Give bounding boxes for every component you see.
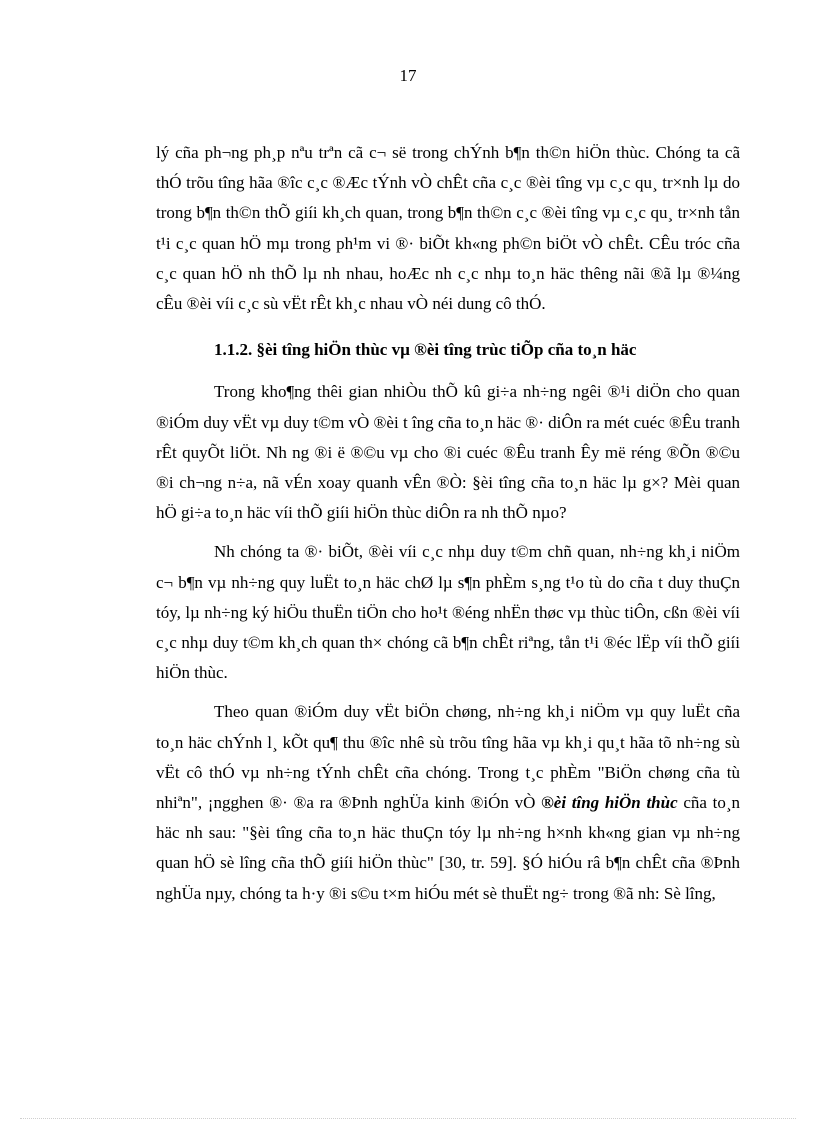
paragraph-4-text-end: cña to¸n häc nh sau: "§èi tîng cña to¸n häc thuÇn tóy lµ nh÷ng h×nh kh«ng gian vµ nh÷ng quan hÖ sè lîng cña thÕ giíi hiÖn thùc" [30, tr. 59]. §Ó hiÓu râ b¶n chÊt cña ®Þnh nghÜa nµy, chóng ta h·y ®i s©u t×m hiÓu mét sè thuËt ng÷ trong ®ã nh: Sè lîng, <box>156 793 740 903</box>
paragraph-4-emphasis: ®èi tîng hiÖn thùc <box>541 793 678 813</box>
section-heading: 1.1.2. §èi tîng hiÖn thùc vµ ®èi tîng trùc tiÕp cña to¸n häc <box>214 340 637 360</box>
paragraph-4 <box>156 697 740 908</box>
document-body <box>156 138 740 909</box>
page-bottom-border <box>20 1118 796 1119</box>
paragraph-3: Nh chóng ta ®· biÕt, ®èi víi c¸c nhµ duy t©m chñ quan, nh÷ng kh¸i niÖm c¬ b¶n vµ nh÷ng quy luËt to¸n häc chØ lµ s¶n phÈm s¸ng t¹o tù do cña t duy thuÇn tóy, lµ nh÷ng ký hiÖu thuËn tiÖn cho ho¹t ®éng nhËn thøc vµ thùc tiÔn, cßn ®èi víi c¸c nhµ duy t©m kh¸ch quan th× chóng cã b¶n chÊt riªng, tån t¹i ®éc lËp víi thÕ giíi hiÖn thùc. <box>156 542 740 683</box>
paragraph-2: Trong kho¶ng thêi gian nhiÒu thÕ kû gi÷a nh÷ng ngêi ®¹i diÖn cho quan ®iÓm duy vËt vµ duy t©m vÒ ®èi t îng cña to¸n häc ®· diÔn ra mét cuéc ®Êu tranh rÊt quyÕt liÖt. Nh ng ®i ë ®©u vµ cho ®i cuéc ®Êu tranh Êy më réng ®Õn ®©u ®i ch¬ng n÷a, nã vÉn xoay quanh vÊn ®Ò: §èi tîng cña to¸n häc lµ g×? Mèi quan hÖ gi÷a to¸n häc víi thÕ giíi hiÖn thùc diÔn ra nh thÕ nµo? <box>156 382 740 523</box>
paragraph-4-text-start: Theo quan ®iÓm duy vËt biÖn chøng, nh÷ng kh¸i niÖm vµ quy luËt cña to¸n häc chÝnh l¸ kÕt qu¶ thu ®îc nhê sù trõu tîng hãa vµ kh¸i qu¸t hãa tõ nh÷ng sù vËt cô thÓ vµ nh÷ng tÝnh chÊt cña chóng. Trong t¸c phÈm "BiÖn chøng cña tù nhiªn", ¡ngghen ®· ®a ra ®Þnh nghÜa kinh ®iÓn vÒ <box>156 702 740 813</box>
paragraph-1: lý cña ph¬ng ph¸p nªu trªn cã c¬ së trong chÝnh b¶n th©n hiÖn thùc. Chóng ta cã thÓ trõu tîng hãa ®îc c¸c ®Æc tÝnh vÒ chÊt cña c¸c ®èi tîng vµ c¸c qu¸ tr×nh lµ do trong b¶n th©n thÕ giíi kh¸ch quan, trong b¶n th©n c¸c ®èi tîng vµ c¸c qu¸ tr×nh tån t¹i c¸c quan hÖ mµ trong ph¹m vi ®· biÕt kh«ng ph©n biÖt vÒ chÊt. CÊu tróc cña c¸c quan hÖ nh thÕ lµ nh nhau, hoÆc nh c¸c nhµ to¸n häc thêng nãi ®ã lµ ®¼ng cÊu ®èi víi c¸c sù vËt rÊt kh¸c nhau vÒ néi dung cô thÓ. <box>156 143 740 314</box>
page-number: 17 <box>399 66 417 85</box>
